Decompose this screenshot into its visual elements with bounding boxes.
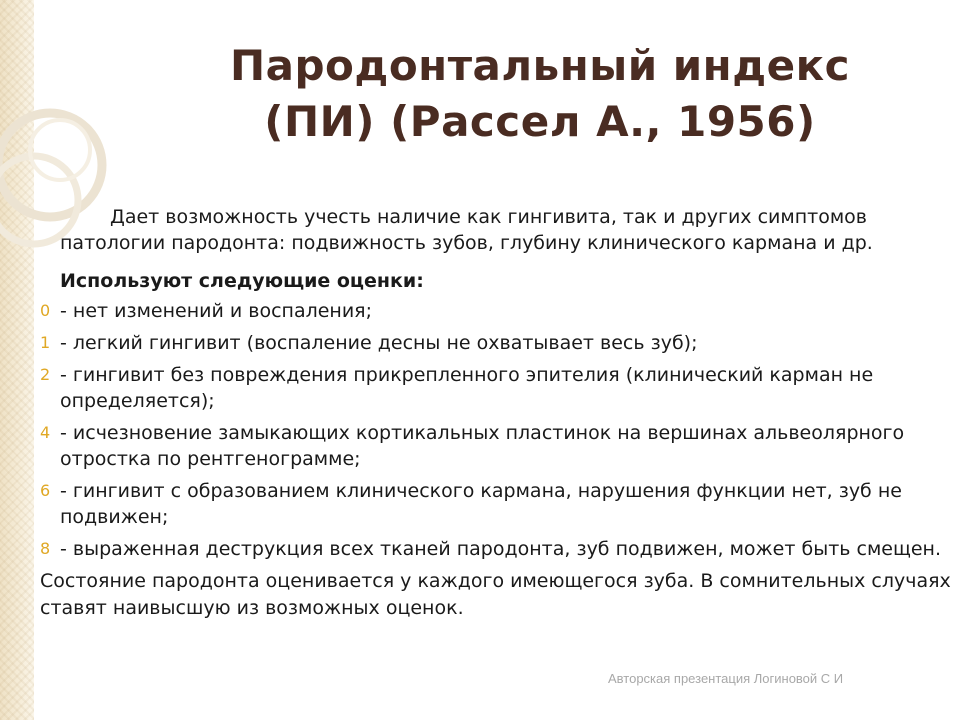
score-item bbox=[40, 330, 952, 356]
score-description: - гингивит с образованием клинического кармана, нарушения функции нет, зуб не подвижен; bbox=[60, 480, 902, 528]
score-description: - нет изменений и воспаления; bbox=[60, 300, 373, 322]
score-item bbox=[40, 420, 952, 472]
score-number: 0 bbox=[40, 301, 51, 320]
footer-author-credit: Авторская презентация Логиновой С И bbox=[608, 671, 844, 686]
score-number: 1 bbox=[40, 333, 51, 352]
score-description: - гингивит без повреждения прикрепленного эпителия (клинический карман не определяется); bbox=[60, 364, 874, 412]
score-item bbox=[40, 478, 952, 530]
conclusion-paragraph bbox=[40, 568, 952, 622]
score-item bbox=[40, 536, 952, 562]
score-description: - выраженная деструкция всех тканей пародонта, зуб подвижен, может быть смещен. bbox=[60, 538, 942, 560]
score-number: 6 bbox=[40, 481, 51, 500]
slide-content bbox=[40, 204, 952, 622]
score-description: - легкий гингивит (воспаление десны не охватывает весь зуб); bbox=[60, 332, 698, 354]
score-list bbox=[40, 298, 952, 562]
scores-heading: Используют следующие оценки: bbox=[60, 270, 424, 292]
score-item bbox=[40, 298, 952, 324]
title-line-2: (ПИ) (Рассел А., 1956) bbox=[264, 97, 816, 146]
score-number: 2 bbox=[40, 365, 51, 384]
slide-title bbox=[150, 38, 930, 150]
conclusion-text: Состояние пародонта оценивается у каждого имеющегося зуба. В сомнительных случаях ставят наивысшую из возможных оценок. bbox=[40, 570, 951, 619]
title-line-1: Пародонтальный индекс bbox=[229, 41, 850, 90]
score-item bbox=[40, 362, 952, 414]
score-description: - исчезновение замыкающих кортикальных пластинок на вершинах альвеолярного отростка по рентгенограмме; bbox=[60, 422, 905, 470]
intro-paragraph: Дает возможность учесть наличие как гингивита, так и других симптомов патологии пародонта: подвижность зубов, глубину клинического кармана и др. bbox=[60, 206, 873, 254]
score-number: 4 bbox=[40, 423, 51, 442]
score-number: 8 bbox=[40, 539, 51, 558]
